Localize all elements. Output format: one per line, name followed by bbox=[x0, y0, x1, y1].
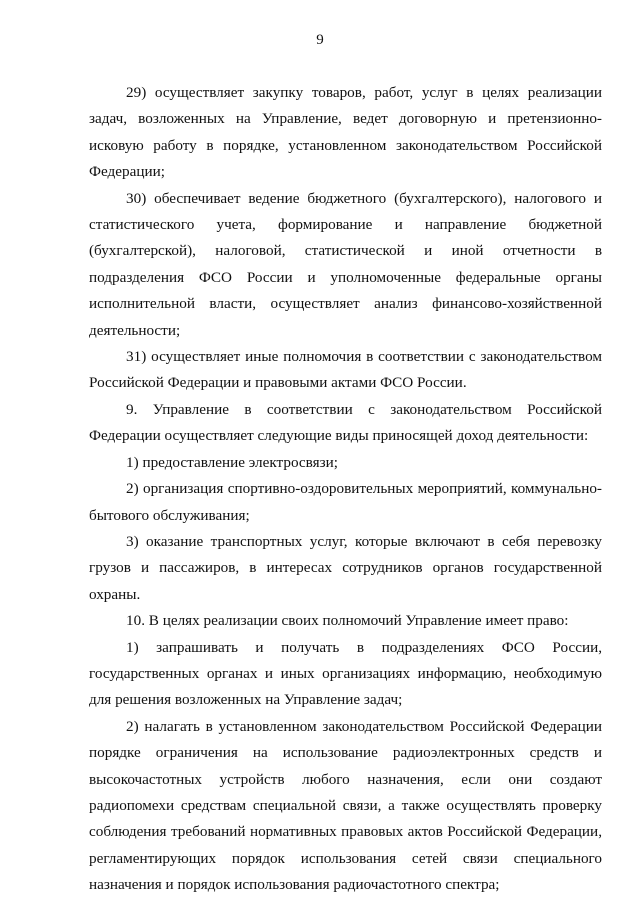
document-body bbox=[89, 80, 602, 899]
paragraph-section-9-item-2: 2) организация спортивно-оздоровительных мероприятий, коммунально-бытового обслуживания; bbox=[89, 480, 602, 524]
paragraph-item-31: 31) осуществляет иные полномочия в соответствии с законодательством Российской Федерации и правовыми актами ФСО России. bbox=[89, 348, 602, 392]
paragraph-section-9-item-3: 3) оказание транспортных услуг, которые включают в себя перевозку грузов и пассажиров, в интересах сотрудников органов государственной охраны. bbox=[89, 532, 602, 603]
paragraph-section-10-item-2: 2) налагать в установленном законодательством Российской Федерации порядке ограничения на использование радиоэлектронных средств и высокочастотных устройств любого назначения, если они создают радиопомехи средствам специальной связи, а также осуществлять проверку соблюдения требований нормативных правовых актов Российской Федерации, регламентирующих порядок использования сетей связи специального назначения и порядок использования радиочастотного спектра; bbox=[89, 717, 602, 894]
page-number: 9 bbox=[316, 32, 324, 48]
paragraph-item-29: 29) осуществляет закупку товаров, работ, услуг в целях реализации задач, возложенных на Управление, ведет договорную и претензионно-исковую работу в порядке, установленном законодательством Российской Федерации; bbox=[89, 84, 602, 181]
paragraph-section-10-item-1: 1) запрашивать и получать в подразделениях ФСО России, государственных органах и иных организациях информацию, необходимую для решения возложенных на Управление задач; bbox=[89, 638, 602, 709]
paragraph-section-9-item-1: 1) предоставление электросвязи; bbox=[126, 453, 338, 471]
paragraph-item-30: 30) обеспечивает ведение бюджетного (бухгалтерского), налогового и статистического учета, формирование и направление бюджетной (бухгалтерской), налоговой, статистической и иной отчетности в подразделения ФСО России и уполномоченные федеральные органы исполнительной власти, осуществляет анализ финансово-хозяйственной деятельности; bbox=[89, 189, 602, 339]
paragraph-section-10: 10. В целях реализации своих полномочий Управление имеет право: bbox=[126, 612, 569, 630]
paragraph-section-9: 9. Управление в соответствии с законодательством Российской Федерации осуществляет следующие виды приносящей доход деятельности: bbox=[89, 400, 602, 445]
